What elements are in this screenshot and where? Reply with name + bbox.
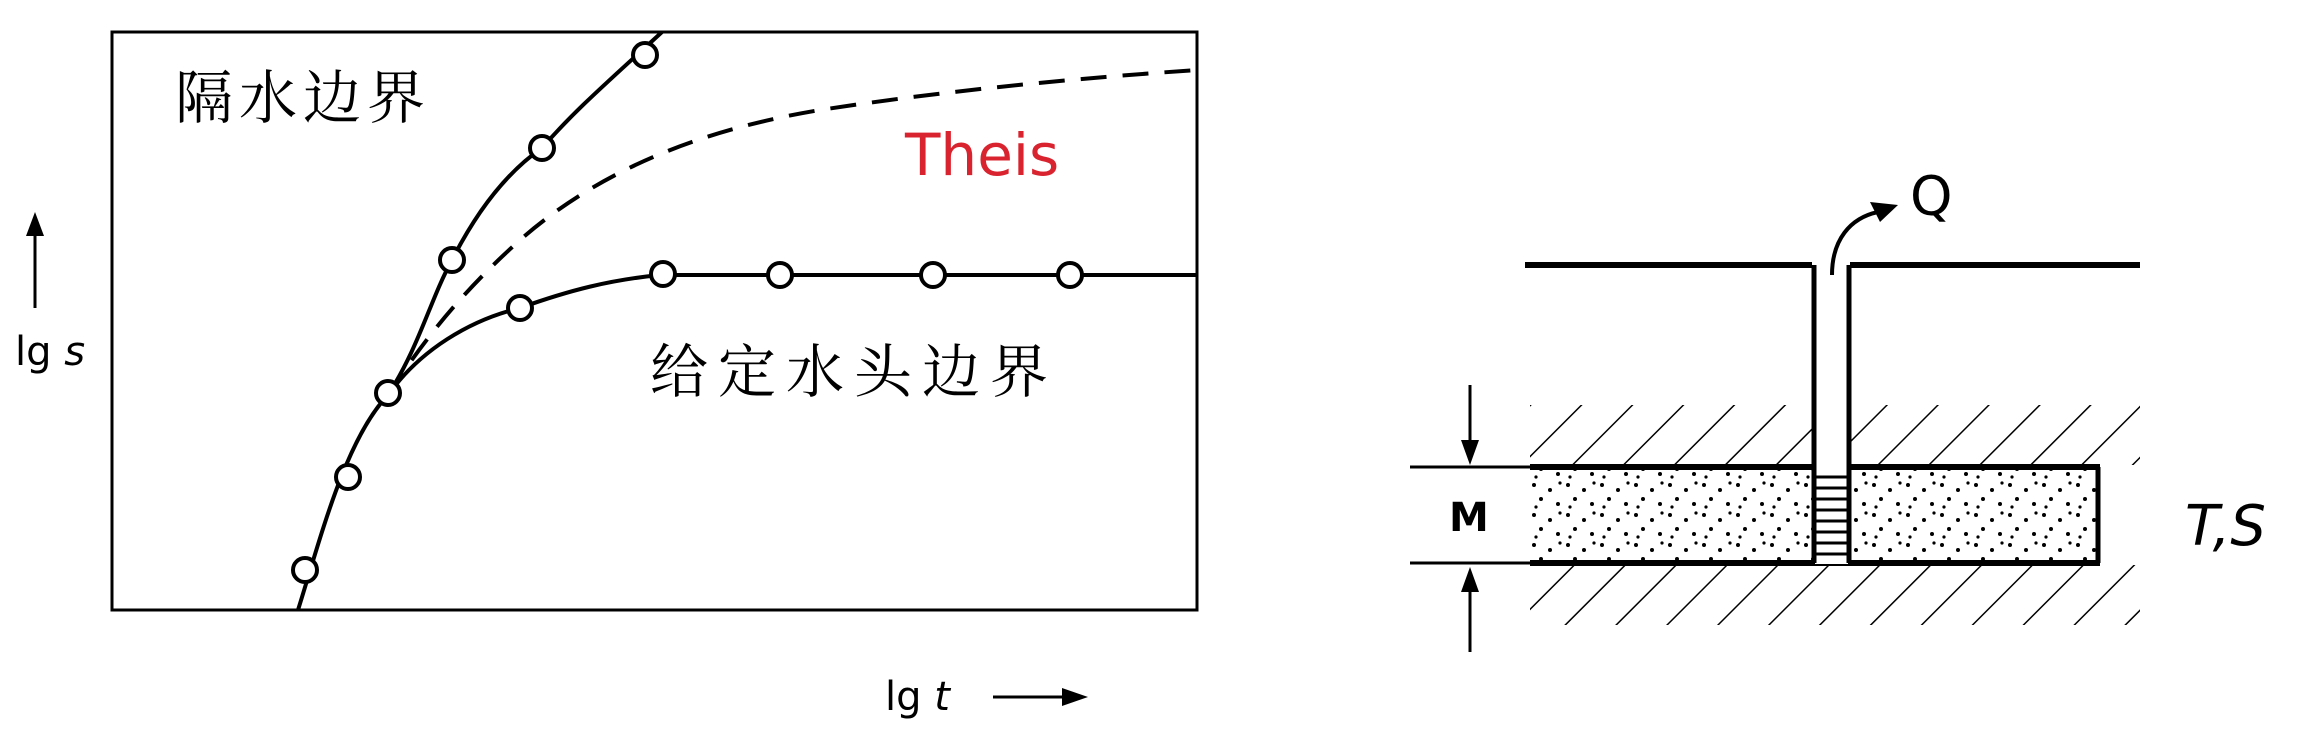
up-arrow-icon	[1461, 567, 1479, 592]
impermeable-boundary-label: 隔水边界	[175, 64, 432, 132]
data-point	[440, 248, 464, 272]
y-axis-label-group	[15, 212, 85, 375]
data-point	[651, 262, 675, 286]
drawdown-plot	[15, 32, 1197, 720]
x-axis-label-group	[885, 674, 1088, 720]
junction-data-point	[376, 381, 400, 405]
aquifer-diagram	[1410, 165, 2266, 652]
well-bore	[1815, 262, 1848, 564]
y-axis-label: lg s	[15, 329, 86, 375]
data-point	[1058, 263, 1082, 287]
data-point	[336, 465, 360, 489]
data-point	[633, 43, 657, 67]
constant-head-data-points	[508, 262, 1082, 320]
down-arrow-icon	[1461, 440, 1479, 465]
data-point	[530, 136, 554, 160]
thickness-label: M	[1449, 495, 1489, 541]
aquifer-parameters-label: T,S	[2185, 494, 2266, 559]
discharge-label: Q	[1910, 165, 1953, 228]
lower-confining-layer	[1530, 565, 2140, 625]
data-point	[508, 296, 532, 320]
data-point	[921, 263, 945, 287]
right-arrow-icon	[1062, 688, 1088, 706]
x-axis-label: lg t	[885, 674, 950, 720]
data-point	[768, 263, 792, 287]
constant-head-boundary-label: 给定水头边界	[650, 338, 1059, 406]
up-arrow-icon	[26, 212, 44, 236]
data-point	[293, 558, 317, 582]
theis-label: Theis	[905, 121, 1060, 189]
